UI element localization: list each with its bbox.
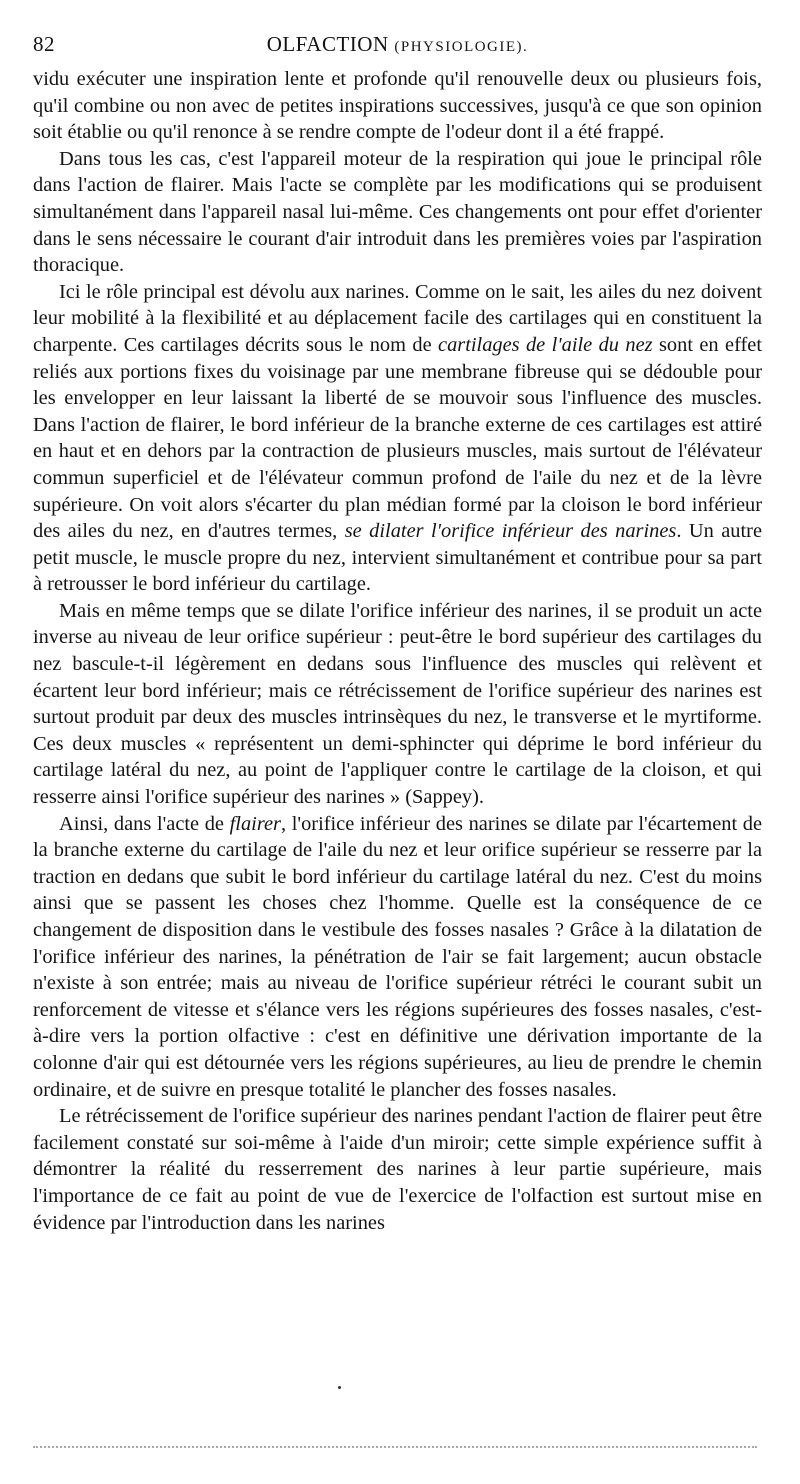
running-title-sub: (PHYSIOLOGIE). [394,39,529,55]
book-page [33,28,762,1236]
running-title-main: OLFACTION [266,32,389,56]
italic-text-run: flairer [229,812,281,835]
running-title [33,32,762,57]
text-run: Le rétrécissement de l'orifice supérieur des narines pendant l'action de flairer peut être facilement constaté sur soi-même à l'aide d'un miroir; cette simple expérience suffit à démontrer la réalité du resserrement des narines à leur partie supérieure, mais l'importance de ce fait au point de vue de l'exercice de l'olfaction est surtout mise en évidence par l'introduction dans les narines [33,1105,762,1234]
paragraph [33,811,762,1104]
body-text [33,66,762,1236]
italic-text-run: cartilages de l'aile du nez [438,333,653,356]
paragraph [33,66,762,146]
paragraph [33,1103,762,1236]
paragraph [33,146,762,279]
running-head [33,28,762,60]
paragraph [33,279,762,598]
text-run: , l'orifice inférieur des narines se dilate par l'écartement de la branche externe du cartilage de l'aile du nez et leur orifice supérieur se resserre par la traction en dedans que subit le bord inférieur du cartilage latéral du nez. C'est du moins ainsi que se passent les choses chez l'homme. Quelle est la conséquence de ce changement de disposition dans le vestibule des fosses nasales ? Grâce à la dilatation de l'orifice inférieur des narines, la pénétration de l'air se fait largement; aucun obstacle n'existe à son entrée; mais au niveau de l'orifice supérieur rétréci le courant subit un renforcement de vitesse et s'élance vers les régions supérieures des fosses nasales, c'est-à-dire vers la portion olfactive : c'est en définitive une dérivation importante de la colonne d'air qui est détournée vers les régions supérieures, au lieu de prendre le chemin ordinaire, et de suivre en presque totalité le plancher des fosses nasales. [33,812,763,1101]
text-run: . Un autre petit muscle, le muscle propre du nez, intervient simultanément et contribue pour sa part à retrousser le bord inférieur du cartilage. [33,520,762,596]
text-run: Ici le rôle principal est dévolu aux narines. Comme on le sait, les ailes du nez doivent leur mobilité à la flexibilité et au déplacement facile des cartilages qui en constituent la charpente. Ces cartilages décrits sous le nom de [33,280,762,356]
page-number: 82 [33,32,55,56]
italic-text-run: se dilater l'orifice inférieur des narines [344,520,677,543]
stray-mark [338,1386,341,1389]
text-run: Ainsi, dans l'acte de [59,812,230,835]
paragraph [33,598,762,811]
bottom-dotted-rule [33,1446,757,1448]
text-run: Dans tous les cas, c'est l'appareil moteur de la respiration qui joue le principal rôle dans l'action de flairer. Mais l'acte se complète par les modifications qui se produisent simultanément dans l'appareil nasal lui-même. Ces changements ont pour effet d'orienter dans le sens nécessaire le courant d'air introduit dans les premières voies par l'aspiration thoracique. [33,147,762,277]
text-run: vidu exécuter une inspiration lente et profonde qu'il renouvelle deux ou plusieurs fois, qu'il combine ou non avec de petites inspirations successives, jusqu'à ce que son opinion soit établie ou qu'il renonce à se rendre compte de l'odeur dont il a été frappé. [33,68,762,144]
text-run: sont en effet reliés aux portions fixes du voisinage par une membrane fibreuse qui se dédouble pour les envelopper en leur laissant la liberté de se mouvoir sous l'influence des muscles. Dans l'action de flairer, le bord inférieur de la branche externe de ces cartilages est attiré en haut et en dehors par la contraction de plusieurs muscles, mais surtout de l'élévateur commun superficiel et de l'élévateur commun profond de l'aile du nez et de la lèvre supérieure. On voit alors s'écarter du plan médian formé par la cloison le bord inférieur des ailes du nez, en d'autres termes, [33,333,762,543]
text-run: Mais en même temps que se dilate l'orifice inférieur des narines, il se produit un acte inverse au niveau de leur orifice supérieur : peut-être le bord supérieur des cartilages du nez bascule-t-il légèrement en dedans sous l'influence des muscles qui relèvent et écartent leur bord inférieur; mais ce rétrécissement de l'orifice supérieur des narines est surtout produit par deux des muscles intrinsèques du nez, le transverse et le myrtiforme. Ces deux muscles « représentent un demi-sphincter qui déprime le bord inférieur du cartilage latéral du nez, au point de l'appliquer contre le cartilage de la cloison, et qui resserre ainsi l'orifice supérieur des narines » (Sappey). [33,599,762,809]
